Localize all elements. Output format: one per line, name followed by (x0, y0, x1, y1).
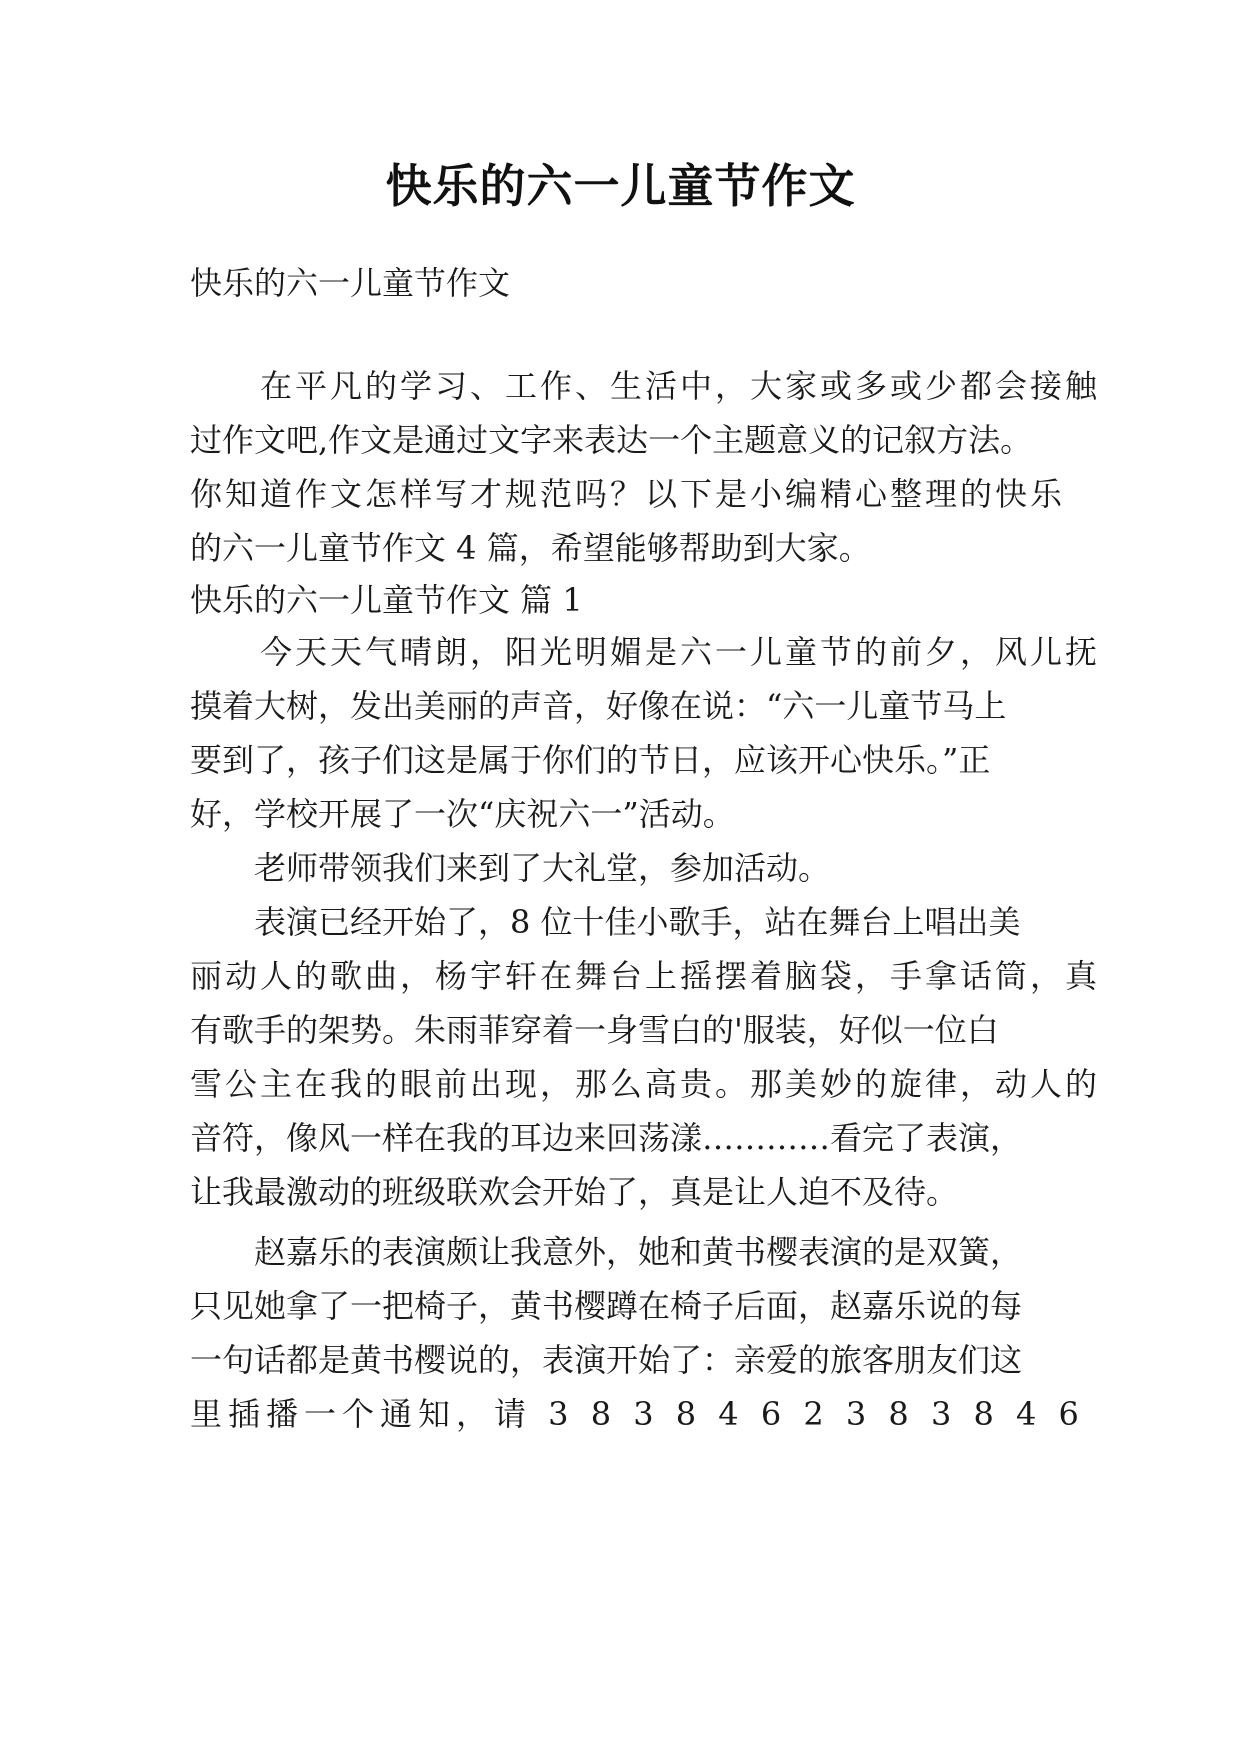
document-title: 快乐的六一儿童节作文 (385, 159, 856, 213)
text-line: 有歌手的架势。朱雨菲穿着一身雪白的'服装，好似一位白 (190, 1011, 999, 1049)
text-line: 在平凡的学习、工作、生活中，大家或多或少都会接触 (190, 367, 1101, 405)
text-line: 音符，像风一样在我的耳边来回荡漾…………看完了表演， (190, 1119, 1023, 1157)
section-heading: 快乐的六一儿童节作文 篇 1 (190, 581, 583, 619)
text-line: 雪公主在我的眼前出现，那么高贵。那美妙的旋律，动人的 (190, 1065, 1101, 1103)
text-line: 一句话都是黄书樱说的，表演开始了：亲爱的旅客朋友们这 (190, 1341, 1023, 1379)
text-line: 赵嘉乐的表演颇让我意外，她和黄书樱表演的是双簧， (190, 1233, 1023, 1271)
text-line: 表演已经开始了，8 位十佳小歌手，站在舞台上唱出美 (190, 903, 1021, 941)
text-line: 只见她拿了一把椅子，黄书樱蹲在椅子后面，赵嘉乐说的每 (190, 1287, 1023, 1325)
text-line: 摸着大树，发出美丽的声音，好像在说：“六一儿童节马上 (190, 687, 1007, 725)
text-line: 丽动人的歌曲，杨宇轩在舞台上摇摆着脑袋，手拿话筒，真 (190, 957, 1101, 995)
text-line: 要到了，孩子们这是属于你们的节日，应该开心快乐。”正 (190, 741, 991, 779)
text-line: 今天天气晴朗，阳光明媚是六一儿童节的前夕，风儿抚 (190, 633, 1101, 671)
text-line: 的六一儿童节作文 4 篇，希望能够帮助到大家。 (190, 529, 871, 567)
text-line: 好，学校开展了一次“庆祝六一”活动。 (190, 795, 735, 833)
text-line: 你知道作文怎样写才规范吗？以下是小编精心整理的快乐 (190, 475, 1066, 513)
text-line: 让我最激动的班级联欢会开始了，真是让人迫不及待。 (190, 1173, 959, 1211)
subtitle-line: 快乐的六一儿童节作文 (190, 264, 511, 302)
text-line: 里插播一个通知，请 3 8 3 8 4 6 2 3 8 3 8 4 6 (190, 1395, 1085, 1433)
text-line: 过作文吧,作文是通过文字来表达一个主题意义的记叙方法。 (190, 421, 1033, 459)
text-line: 老师带领我们来到了大礼堂，参加活动。 (190, 849, 831, 887)
